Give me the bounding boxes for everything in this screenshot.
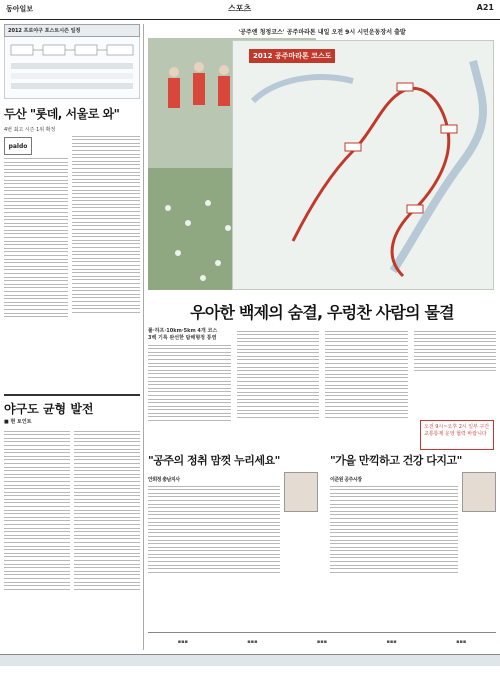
sponsor-strip [148, 632, 496, 650]
quote-right-byline: 이준원 공주시장 [330, 477, 362, 483]
page-number: A21 [476, 3, 494, 12]
sponsor-logo: ▪▪▪ [247, 638, 258, 645]
sponsor-logo: ▪▪▪ [316, 638, 328, 645]
course-map-title: 2012 공주마라톤 코스도 [249, 49, 335, 63]
mayor-portrait [462, 472, 496, 512]
baseball-headline: 야구도 균형 발전 [4, 394, 140, 417]
course-route-graphic [233, 41, 493, 289]
section-title: 스포츠 [228, 4, 252, 13]
course-map [232, 40, 494, 290]
doosan-subhead: 4번 최고 시즌 1위 확정 [4, 127, 56, 133]
sponsor-logo: ▪▪▪ [456, 638, 467, 645]
newspaper-logo: 동아일보 [6, 5, 34, 13]
article-intro: 풀·하프·10km·5km 4개 코스 [148, 328, 218, 334]
schedule-box-title: 2012 프로야구 포스트시즌 일정 [4, 24, 140, 37]
footer-bar [0, 654, 500, 666]
paldo-logo: paldo [4, 137, 32, 155]
quote-left-block [148, 452, 318, 575]
route-line [293, 88, 449, 276]
column-divider [143, 24, 144, 650]
left-column [4, 24, 140, 320]
quote-right-headline: "가을 만끽하고 건강 다지고" [330, 454, 462, 467]
article-body-lines [72, 133, 140, 320]
main-headline: 우아한 백제의 숨결, 우렁찬 사람의 물결 [190, 303, 454, 322]
traffic-notice-box: 오전 9시~오후 2시 일부 구간 교통통제 운영 협력 바랍니다 [420, 420, 494, 450]
sponsor-logo: ▪▪▪ [177, 638, 188, 645]
doosan-headline: 두산 "롯데, 서울로 와" [4, 107, 120, 121]
quote-right-block [330, 452, 496, 575]
article-intro-2: 3백 기록 완선한 탐해형정 통염 [148, 335, 217, 341]
baseball-byline: ■ 현 토인트 [4, 419, 32, 425]
article-body-lines [4, 158, 68, 317]
baseball-body [4, 428, 140, 592]
sponsor-logo: ▪▪▪ [386, 638, 397, 645]
masthead [0, 0, 500, 20]
marathon-section-head: '공주엔 청정코스' 공주마라톤 내일 오전 9시 시민운동장서 출발 [238, 29, 406, 36]
schedule-bracket-graphic [5, 37, 139, 97]
schedule-graphic [4, 37, 140, 99]
governor-portrait [284, 472, 318, 512]
quote-left-headline: "공주의 정취 맘껏 누리세요" [148, 454, 280, 467]
marathon-article [148, 328, 496, 424]
quote-left-byline: 안희정 충남지사 [148, 477, 180, 483]
